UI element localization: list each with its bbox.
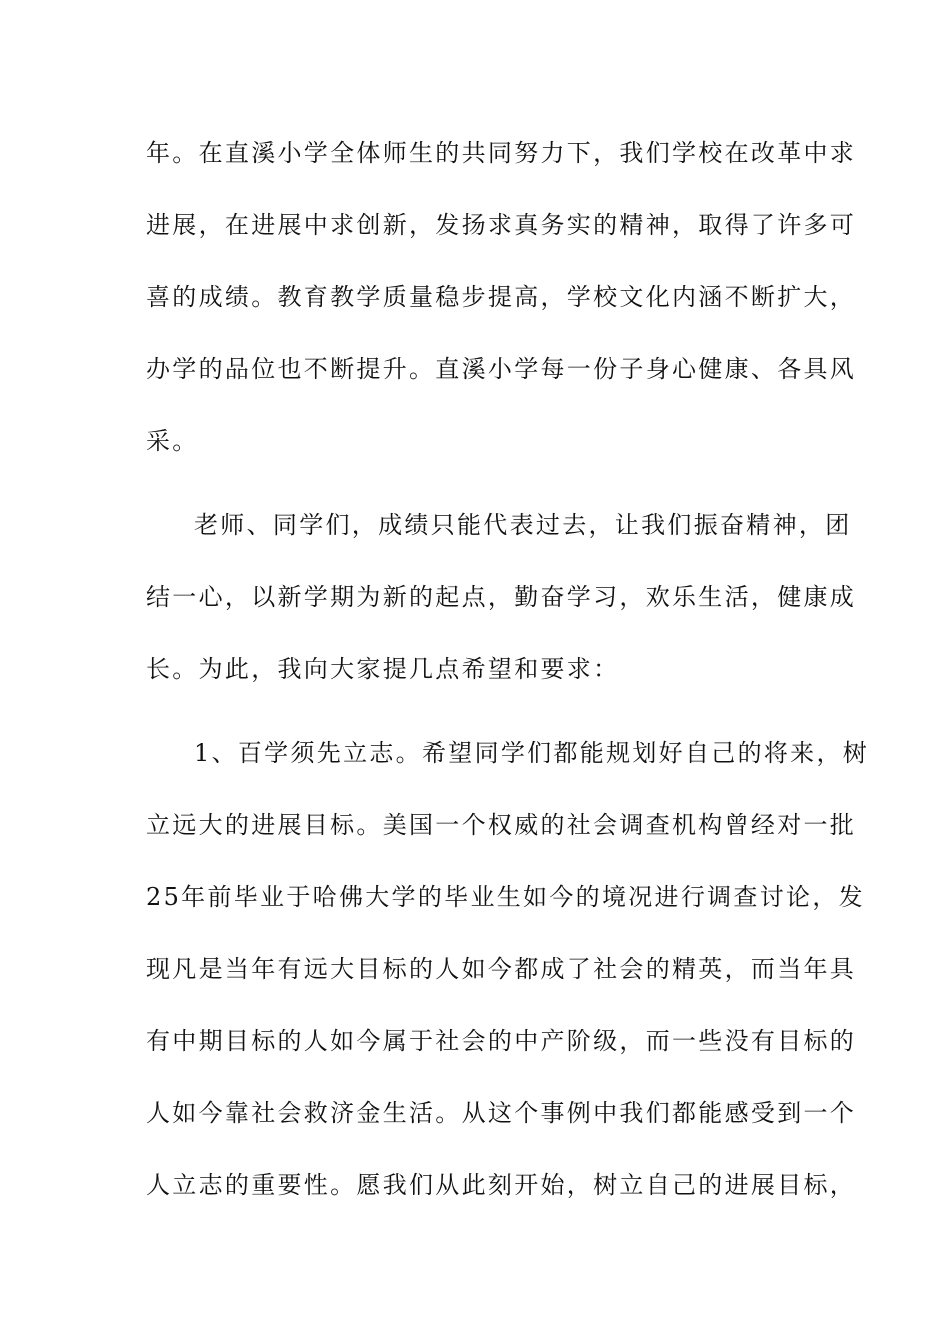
text-line: 年。在直溪小学全体师生的共同努力下，我们学校在改革中求 xyxy=(146,139,857,167)
text-line: 老师、同学们，成绩只能代表过去，让我们振奋精神，团 xyxy=(194,511,852,539)
text-line: 喜的成绩。教育教学质量稳步提高，学校文化内涵不断扩大， xyxy=(146,283,857,311)
text-line: 办学的品位也不断提升。直溪小学每一份子身心健康、各具风 xyxy=(146,355,857,383)
text-line: 人如今靠社会救济金生活。从这个事例中我们都能感受到一个 xyxy=(146,1099,857,1127)
text-line: 25年前毕业于哈佛大学的毕业生如今的境况进行调查讨论，发 xyxy=(146,883,865,911)
text-line: 进展，在进展中求创新，发扬求真务实的精神，取得了许多可 xyxy=(146,211,857,239)
text-line: 结一心，以新学期为新的起点，勤奋学习，欢乐生活，健康成 xyxy=(146,583,857,611)
text-line: 1、百学须先立志。希望同学们都能规划好自己的将来，树 xyxy=(194,739,870,767)
text-line: 立远大的进展目标。美国一个权威的社会调查机构曾经对一批 xyxy=(146,811,857,839)
text-line: 采。 xyxy=(146,427,199,455)
text-line: 现凡是当年有远大目标的人如今都成了社会的精英，而当年具 xyxy=(146,955,857,983)
text-line: 人立志的重要性。愿我们从此刻开始，树立自己的进展目标， xyxy=(146,1171,857,1199)
text-line: 长。为此，我向大家提几点希望和要求： xyxy=(146,655,620,683)
text-line: 有中期目标的人如今属于社会的中产阶级，而一些没有目标的 xyxy=(146,1027,857,1055)
